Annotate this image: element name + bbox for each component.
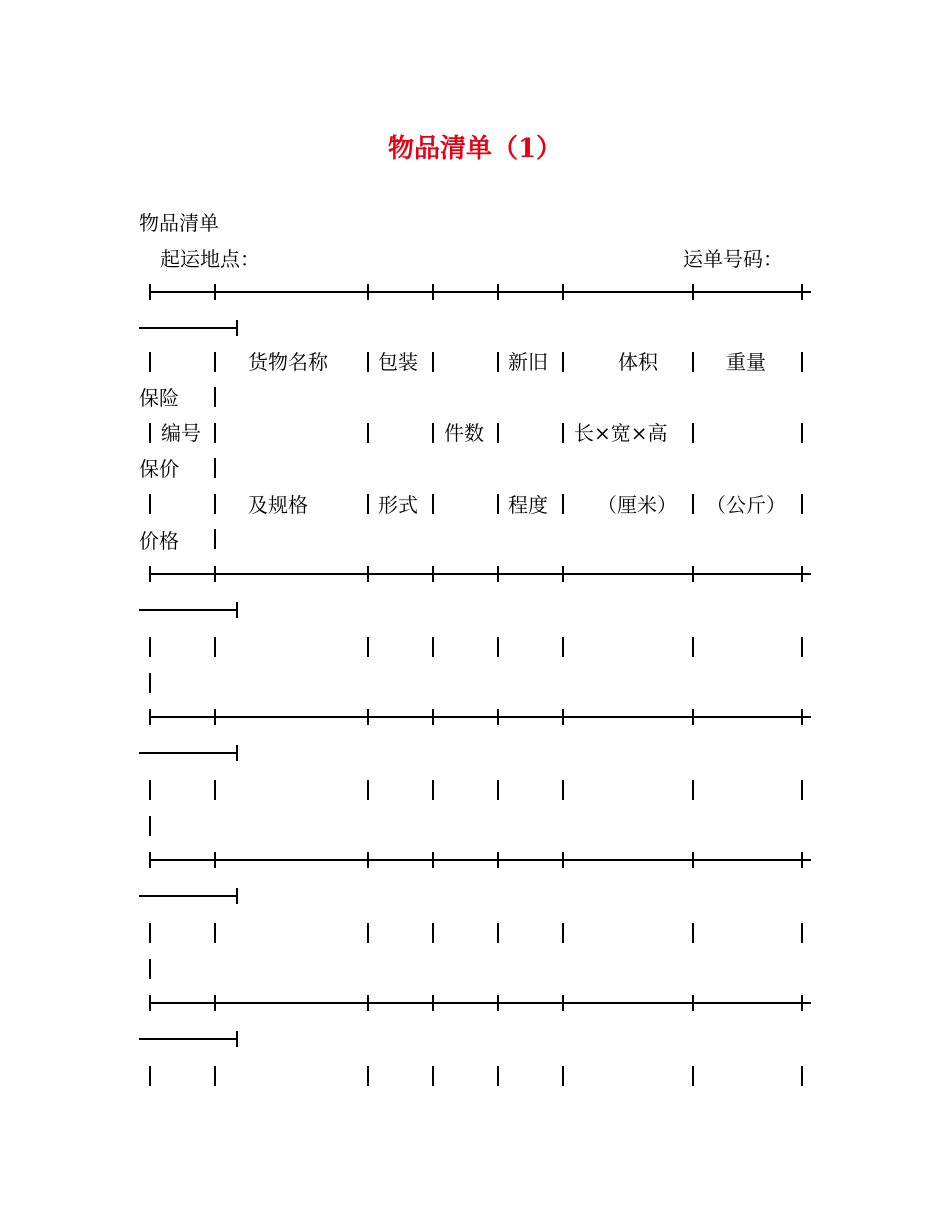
table-row-rule-1-tick xyxy=(432,566,434,582)
header-condition: 新旧 xyxy=(508,350,548,374)
table-row-rule-1 xyxy=(149,573,811,575)
header-row3-bar xyxy=(497,494,499,514)
table-row-rule-3-tick xyxy=(367,852,369,868)
table-row-bar-2 xyxy=(497,780,499,800)
table-top-rule-tick xyxy=(214,284,216,300)
table-row-bar-4 xyxy=(367,1066,369,1086)
table-row-rule-3-wrap xyxy=(139,895,236,897)
table-row-bar-2 xyxy=(801,780,803,800)
table-row-rule-4-tick xyxy=(692,995,694,1011)
table-row-rule-1-wrap-end xyxy=(236,602,238,618)
header-dimensions: 长×宽×高 xyxy=(574,421,668,445)
table-row-rule-4-tick xyxy=(214,995,216,1011)
table-top-rule xyxy=(149,291,811,293)
table-top-rule-tick xyxy=(367,284,369,300)
header-row2-bar xyxy=(149,423,151,443)
table-row-bar-2 xyxy=(692,780,694,800)
header-row3-bar xyxy=(692,494,694,514)
header-weight: 重量 xyxy=(726,350,766,374)
table-row-bar-4 xyxy=(801,1066,803,1086)
table-row-bar-4 xyxy=(149,1066,151,1086)
header-row1-bar xyxy=(214,352,216,372)
table-row-bar-1 xyxy=(497,637,499,657)
header-packing: 包装 xyxy=(378,350,418,374)
table-row-rule-1-tick xyxy=(801,566,803,582)
table-row-bar-3 xyxy=(149,923,151,943)
table-row-rule-4-tick xyxy=(367,995,369,1011)
header-row1-bar xyxy=(497,352,499,372)
table-row-bar-2 xyxy=(214,780,216,800)
table-top-rule-tick xyxy=(562,284,564,300)
header-cm: （厘米） xyxy=(597,493,677,517)
header-row1-bar xyxy=(432,352,434,372)
table-row-bar-3 xyxy=(367,923,369,943)
header-row3-bar-wrap-bar xyxy=(214,529,216,549)
table-row-bar-4 xyxy=(562,1066,564,1086)
table-row-rule-4-tick xyxy=(497,995,499,1011)
table-row-rule-3-tick xyxy=(432,852,434,868)
table-top-rule-tick xyxy=(149,284,151,300)
table-row-rule-4 xyxy=(149,1002,811,1004)
table-row-bar-2 xyxy=(367,780,369,800)
header-row1-bar xyxy=(562,352,564,372)
header-spec: 及规格 xyxy=(248,493,308,517)
header-row1-bar xyxy=(367,352,369,372)
table-row-rule-4-tick xyxy=(801,995,803,1011)
header-row2-bar xyxy=(801,423,803,443)
header-row3-bar xyxy=(801,494,803,514)
header-form: 形式 xyxy=(378,493,418,517)
header-row3-bar xyxy=(367,494,369,514)
table-row-bar-1 xyxy=(367,637,369,657)
origin-label: 起运地点： xyxy=(160,247,260,271)
table-row-bar-3 xyxy=(562,923,564,943)
table-row-bar-1 xyxy=(801,637,803,657)
header-insurance: 保险 xyxy=(139,386,179,410)
table-row-bar-3 xyxy=(801,923,803,943)
table-row-bar-1 xyxy=(149,637,151,657)
header-row2-bar xyxy=(692,423,694,443)
table-row-rule-1-tick xyxy=(149,566,151,582)
list-heading: 物品清单 xyxy=(139,211,219,235)
table-top-rule-wrap xyxy=(139,327,236,329)
header-number: 编号 xyxy=(161,421,201,445)
header-row1-bar xyxy=(692,352,694,372)
document-title: 物品清单（1） xyxy=(387,134,563,164)
table-row-rule-2-wrap xyxy=(139,752,236,754)
table-row-rule-4-tick xyxy=(432,995,434,1011)
table-row-wrap-bar-1 xyxy=(149,673,151,693)
header-row2-bar xyxy=(432,423,434,443)
header-row2-bar-wrap-bar xyxy=(214,458,216,478)
header-degree: 程度 xyxy=(508,493,548,517)
table-row-rule-3-tick xyxy=(801,852,803,868)
table-row-rule-4-tick xyxy=(562,995,564,1011)
table-row-bar-1 xyxy=(692,637,694,657)
table-row-rule-2-tick xyxy=(801,709,803,725)
header-kg: （公斤） xyxy=(706,493,786,517)
table-row-rule-2-tick xyxy=(214,709,216,725)
header-row3-bar xyxy=(214,494,216,514)
table-row-rule-1-tick xyxy=(692,566,694,582)
header-row3-bar xyxy=(432,494,434,514)
header-row2-bar xyxy=(497,423,499,443)
table-row-wrap-bar-3 xyxy=(149,959,151,979)
header-row2-bar xyxy=(562,423,564,443)
table-row-wrap-bar-2 xyxy=(149,816,151,836)
table-top-rule-tick xyxy=(692,284,694,300)
table-row-rule-2-tick xyxy=(432,709,434,725)
table-row-bar-3 xyxy=(432,923,434,943)
table-row-rule-1-tick xyxy=(562,566,564,582)
table-row-rule-4-wrap xyxy=(139,1038,236,1040)
header-volume: 体积 xyxy=(618,350,658,374)
table-row-bar-2 xyxy=(149,780,151,800)
header-goods-name: 货物名称 xyxy=(248,350,328,374)
table-row-bar-1 xyxy=(214,637,216,657)
header-row2-bar xyxy=(214,423,216,443)
table-row-bar-2 xyxy=(432,780,434,800)
table-row-bar-2 xyxy=(562,780,564,800)
table-row-bar-3 xyxy=(214,923,216,943)
table-row-rule-4-tick xyxy=(149,995,151,1011)
table-row-rule-3-tick xyxy=(497,852,499,868)
table-row-rule-1-wrap xyxy=(139,609,236,611)
header-row1-bar xyxy=(801,352,803,372)
table-top-rule-tick xyxy=(801,284,803,300)
table-row-bar-4 xyxy=(497,1066,499,1086)
table-row-rule-2-tick xyxy=(692,709,694,725)
table-row-rule-1-tick xyxy=(367,566,369,582)
table-row-rule-3-tick xyxy=(214,852,216,868)
header-row3-bar xyxy=(562,494,564,514)
table-row-rule-1-tick xyxy=(214,566,216,582)
table-row-rule-3-tick xyxy=(149,852,151,868)
table-row-bar-1 xyxy=(432,637,434,657)
table-row-rule-2 xyxy=(149,716,811,718)
table-row-rule-4-wrap-end xyxy=(236,1031,238,1047)
table-row-bar-4 xyxy=(692,1066,694,1086)
table-row-rule-3-wrap-end xyxy=(236,888,238,904)
table-top-rule-tick xyxy=(432,284,434,300)
table-row-rule-2-tick xyxy=(367,709,369,725)
table-row-rule-1-tick xyxy=(497,566,499,582)
header-row1-bar xyxy=(149,352,151,372)
header-row3-bar xyxy=(149,494,151,514)
header-declared: 保价 xyxy=(139,457,179,481)
header-row2-bar xyxy=(367,423,369,443)
table-row-bar-4 xyxy=(432,1066,434,1086)
header-value: 价格 xyxy=(139,529,179,553)
table-row-bar-1 xyxy=(562,637,564,657)
table-top-rule-wrap-end xyxy=(236,320,238,336)
table-row-rule-3 xyxy=(149,859,811,861)
table-row-rule-2-tick xyxy=(497,709,499,725)
header-pieces: 件数 xyxy=(444,421,484,445)
table-row-rule-2-tick xyxy=(149,709,151,725)
table-row-bar-3 xyxy=(497,923,499,943)
waybill-number-label: 运单号码： xyxy=(683,247,783,271)
table-row-rule-3-tick xyxy=(692,852,694,868)
header-row1-bar-wrap-bar xyxy=(214,387,216,407)
table-row-rule-3-tick xyxy=(562,852,564,868)
table-row-bar-3 xyxy=(692,923,694,943)
table-row-bar-4 xyxy=(214,1066,216,1086)
table-row-rule-2-tick xyxy=(562,709,564,725)
table-row-rule-2-wrap-end xyxy=(236,745,238,761)
table-top-rule-tick xyxy=(497,284,499,300)
